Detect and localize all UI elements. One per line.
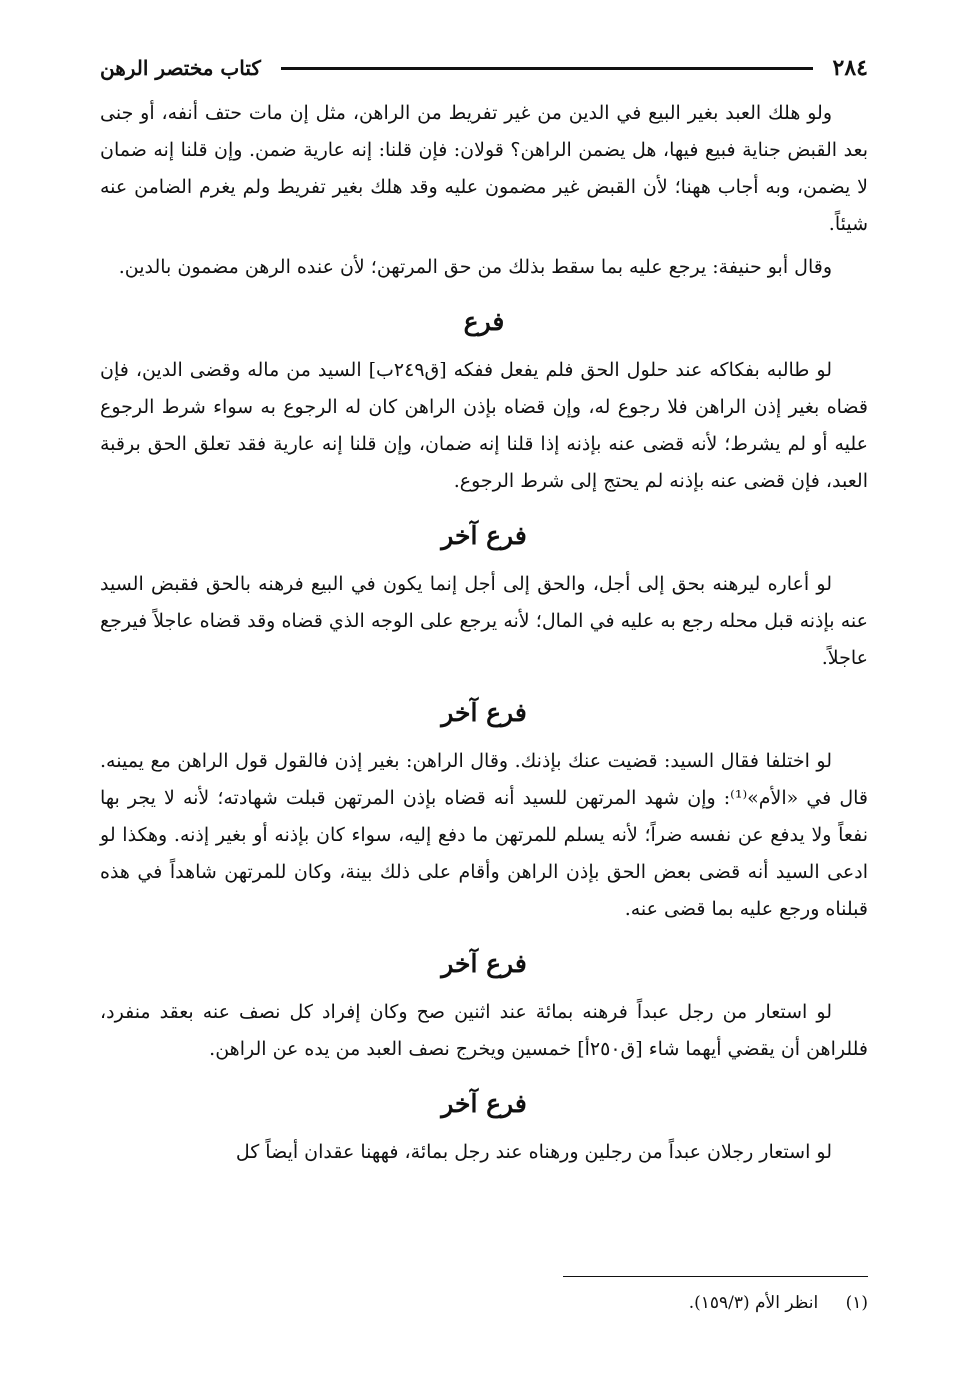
paragraph: لو طالبه بفكاكه عند حلول الحق فلم يفعل ففكه [ق٢٤٩ب] السيد من ماله وقضى الدين، فإن قضاه بغير إذن الراهن فلا رجوع له، وإن قضاه بإذن الراهن كان له الرجوع به سواء شرط الرجوع عليه أو لم يشرط؛ لأنه قضى عنه بإذنه إذا قلنا إنه ضمان، وإن قلنا إنه عارية فقد تعلق الحق برقبة العبد، فإن قضى عنه بإذنه لم يحتج إلى شرط الرجوع. <box>100 359 868 492</box>
main-text <box>100 95 868 1177</box>
section-heading: فرع آخر <box>441 1089 527 1118</box>
page-number: ٢٨٤ <box>832 55 868 81</box>
paragraph: ولو هلك العبد بغير البيع في الدين من غير تفريط من الراهن، مثل إن مات حتف أنفه، أو جنى بعد القبض جناية فبيع فيها، هل يضمن الراهن؟ قولان: فإن قلنا: إنه عارية ضمن. وإن قلنا إنه ضمان لا يضمن، وبه أجاب ههنا؛ لأن القبض غير مضمون عليه وقد هلك بغير تفريط ولم يغرم الضامن عنه شيئاً. <box>100 102 868 235</box>
paragraph: لو استعار من رجل عبداً فرهنه بمائة عند اثنين صح وكان إفراد كل نصف عنه بعقد منفرد، فللراهن أن يقضي أيهما شاء [ق٢٥٠أ] خمسين ويخرج نصف العبد من يده عن الراهن. <box>100 1001 868 1060</box>
paragraph: لو اختلفا فقال السيد: قضيت عنك بإذنك. وقال الراهن: بغير إذن فالقول قول الراهن مع يمينه. قال في «الأم»⁽¹⁾: وإن شهد المرتهن للسيد أنه قضاه بإذن المرتهن قبلت شهادته؛ لأنه لا يجر بها نفعاً ولا يدفع عن نفسه ضراً؛ لأنه يسلم للمرتهن ما دفع إليه، سواء كان بإذنه أو بغير إذنه. وهكذا لو ادعى السيد أنه قضى بعض الحق بإذن الراهن وأقام على ذلك بينة، وكان للمرتهن شاهداً في هذه قبلناه ورجع عليه بما قضى عنه. <box>100 750 868 920</box>
section-heading: فرع <box>463 307 505 336</box>
footnote-text: انظر الأم (١٥٩/٣). <box>688 1293 819 1313</box>
section-heading: فرع آخر <box>441 949 527 978</box>
running-title: كتاب مختصر الرهن <box>100 56 261 80</box>
footnote <box>468 1290 868 1316</box>
section-heading: فرع آخر <box>441 698 527 727</box>
header-rule <box>281 67 813 70</box>
footnote-number: (١) <box>845 1293 868 1313</box>
section-heading: فرع آخر <box>441 521 527 550</box>
paragraph: لو أعاره ليرهنه بحق إلى أجل، والحق إلى أجل إنما يكون في البيع فرهنه بالحق فقبض السيد عنه بإذنه قبل محله رجع به عليه في المال؛ لأنه يرجع على الوجه الذي قضاه وقد قضاه عاجلاً فيرجع عاجلاً. <box>100 573 868 669</box>
page-header <box>100 50 868 86</box>
paragraph: وقال أبو حنيفة: يرجع عليه بما سقط بذلك من حق المرتهن؛ لأن عنده الرهن مضمون بالدين. <box>118 256 832 278</box>
paragraph: لو استعار رجلان عبداً من رجلين ورهناه عند رجل بمائة، فههنا عقدان أيضاً كل <box>235 1141 832 1163</box>
footnote-rule <box>563 1276 868 1277</box>
